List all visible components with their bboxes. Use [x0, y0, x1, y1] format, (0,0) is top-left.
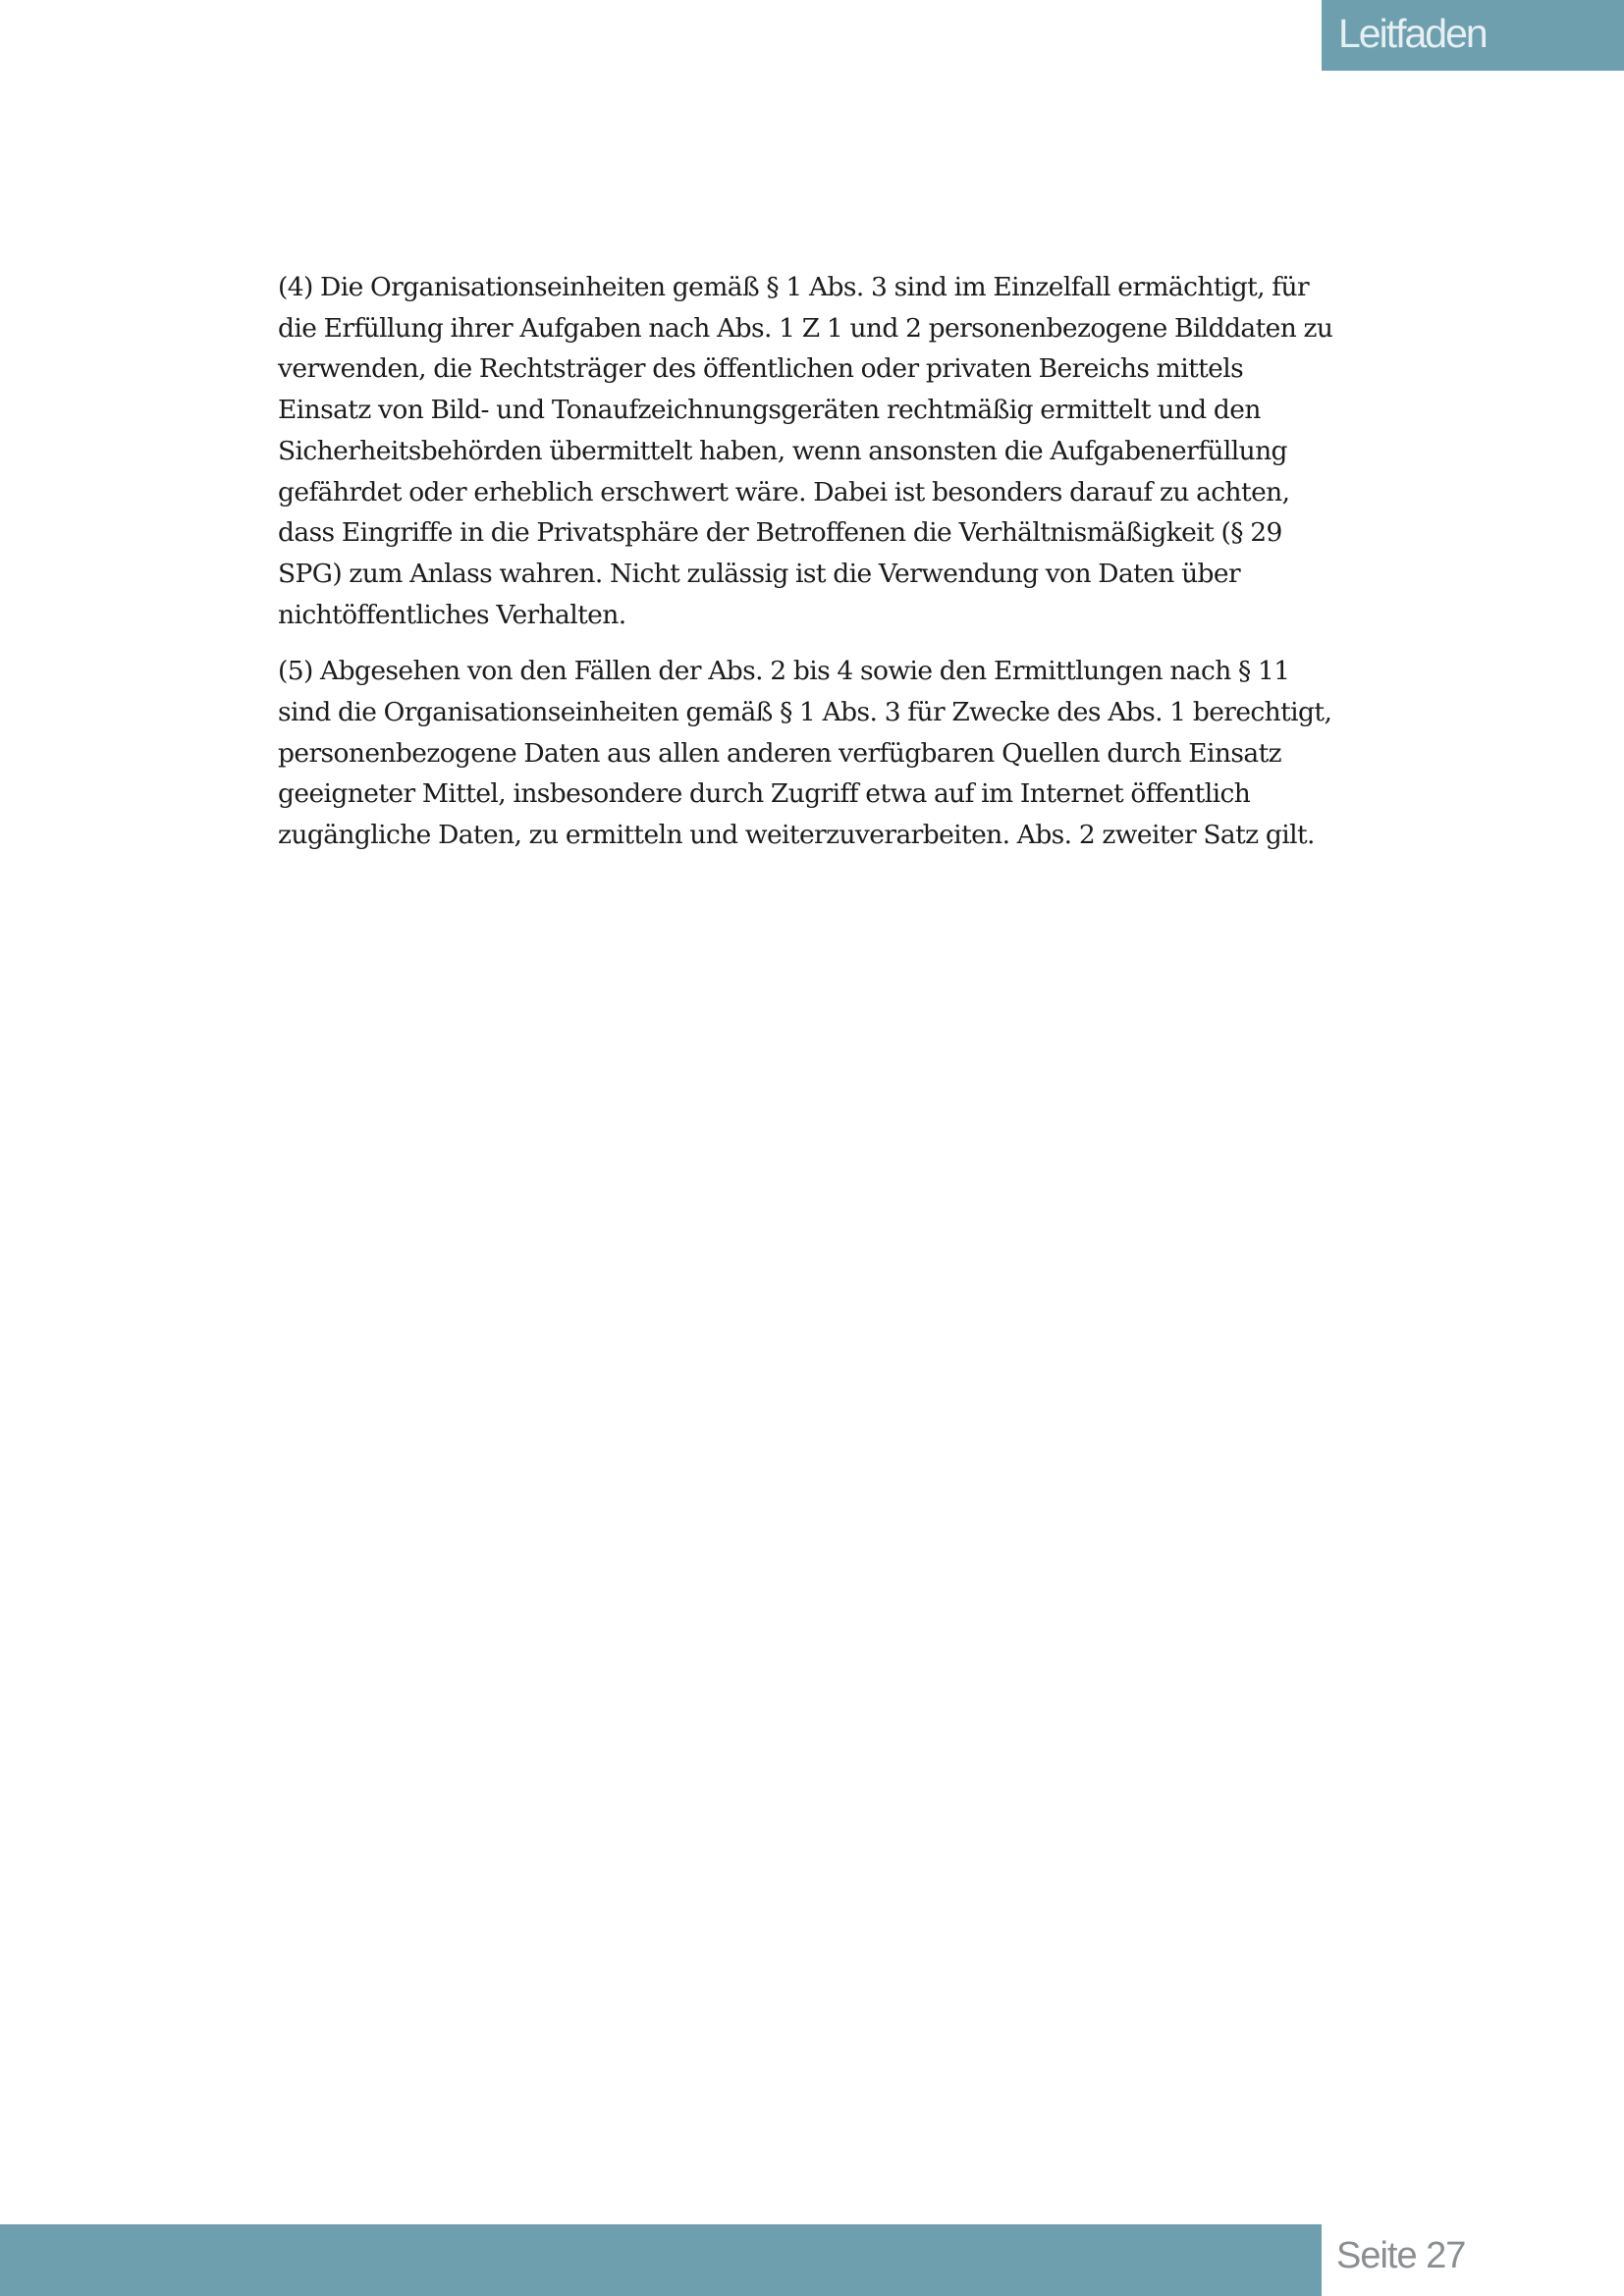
paragraph-5: (5) Abgesehen von den Fällen der Abs. 2 bis 4 sowie den Ermittlungen nach § 11 sind die Organisationseinheiten gemäß § 1 Abs. 3 für Zwecke des Abs. 1 berechtigt, personenbezogene Daten aus allen anderen verfügbaren Quellen durch Einsatz geeigneter Mittel, insbesondere durch Zugriff etwa auf im Internet öffentlich zugängliche Daten, zu ermitteln und weiterzuverarbeiten. Abs. 2 zweiter Satz gilt.	[278, 656, 1332, 851]
footer-bar	[0, 2224, 1322, 2296]
document-body	[278, 267, 1333, 872]
page-number: Seite 27	[1336, 2235, 1466, 2276]
paragraph-4: (4) Die Organisationseinheiten gemäß § 1 Abs. 3 sind im Einzelfall ermächtigt, für die Erfüllung ihrer Aufgaben nach Abs. 1 Z 1 und 2 personenbezogene Bilddaten zu verwenden, die Rechtsträger des öffentlichen oder privaten Bereichs mittels Einsatz von Bild- und Tonaufzeichnungsgeräten rechtmäßig ermittelt und den Sicherheitsbehörden übermittelt haben, wenn ansonsten die Aufgabenerfüllung gefährdet oder erheblich erschwert wäre. Dabei ist besonders darauf zu achten, dass Eingriffe in die Privatsphäre der Betroffenen die Verhältnismäßigkeit (§ 29 SPG) zum Anlass wahren. Nicht zulässig ist die Verwendung von Daten über nichtöffentliches Verhalten.	[278, 272, 1333, 630]
header-label: Leitfaden	[1338, 11, 1487, 56]
header-tab	[1322, 0, 1624, 71]
